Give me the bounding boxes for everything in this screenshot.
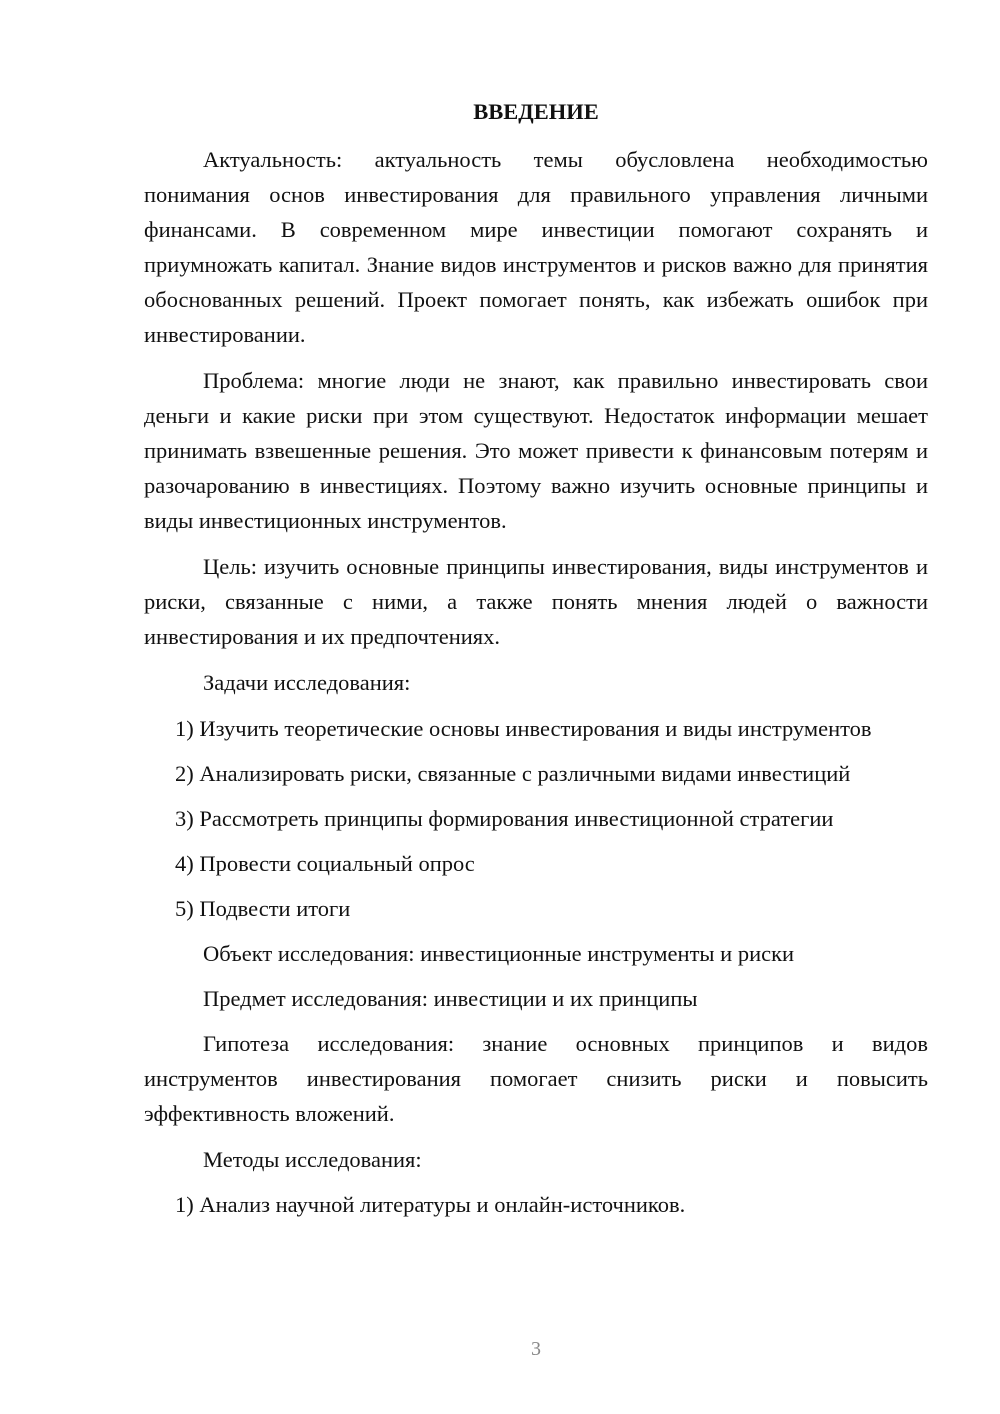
method-item-1: 1) Анализ научной литературы и онлайн-источников. <box>175 1192 686 1217</box>
page-number: 3 <box>531 1338 541 1360</box>
paragraph-hypothesis: Гипотеза исследования: знание основных принципов и видов инструментов инвестирования помогает снизить риски и повысить эффективность вложений. <box>144 1031 928 1126</box>
task-item-4: 4) Провести социальный опрос <box>175 851 475 876</box>
task-item-5: 5) Подвести итоги <box>175 896 351 921</box>
paragraph-subject: Предмет исследования: инвестиции и их принципы <box>203 986 698 1011</box>
page-title: ВВЕДЕНИЕ <box>473 99 599 124</box>
paragraph-problem: Проблема: многие люди не знают, как правильно инвестировать свои деньги и какие риски при этом существуют. Недостаток информации мешает принимать взвешенные решения. Это может привести к финансовым потерям и разочарованию в инвестициях. Поэтому важно изучить основные принципы и виды инвестиционных инструментов. <box>144 368 928 533</box>
task-item-2: 2) Анализировать риски, связанные с различными видами инвестиций <box>175 761 851 786</box>
task-item-3: 3) Рассмотреть принципы формирования инвестиционной стратегии <box>175 806 834 831</box>
methods-heading: Методы исследования: <box>203 1147 422 1172</box>
task-item-1: 1) Изучить теоретические основы инвестирования и виды инструментов <box>175 716 872 741</box>
document-body <box>144 142 928 1222</box>
tasks-heading: Задачи исследования: <box>203 670 411 695</box>
paragraph-object: Объект исследования: инвестиционные инструменты и риски <box>203 941 795 966</box>
paragraph-goal: Цель: изучить основные принципы инвестирования, виды инструментов и риски, связанные с ними, а также понять мнения людей о важности инвестирования и их предпочтениях. <box>144 554 928 649</box>
paragraph-relevance: Актуальность: актуальность темы обусловлена необходимостью понимания основ инвестирования для правильного управления личными финансами. В современном мире инвестиции помогают сохранять и приумножать капитал. Знание видов инструментов и рисков важно для принятия обоснованных решений. Проект помогает понять, как избежать ошибок при инвестировании. <box>144 147 928 347</box>
